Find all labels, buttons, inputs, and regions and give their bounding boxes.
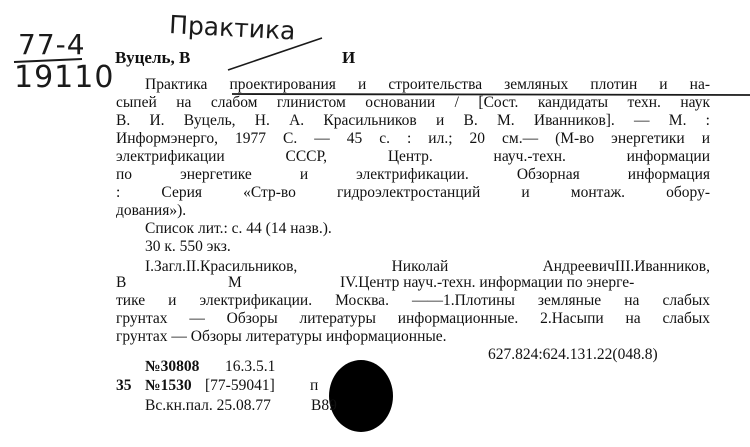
footer-code: 16.3.5.1 — [225, 358, 276, 375]
tracing-line-3: тике и электрификации. Москва. ——1.Плотины земляные на слабых — [116, 292, 710, 309]
footer-letter: п — [310, 377, 319, 394]
footer-bracket: [77-59041] — [205, 377, 275, 394]
author-heading: Вуцель, В — [115, 48, 191, 67]
footer-date: Вс.кн.пал. 25.08.77 — [145, 397, 271, 414]
udc-code: 627.824:624.131.22(048.8) — [488, 346, 658, 363]
footer-trailing: В89 — [311, 397, 337, 414]
body-line-7: : Серия «Стр-во гидроэлектростанций и монтаж. обору- — [116, 184, 710, 201]
body-line-4: Информэнерго, 1977 С. — 45 с. : ил.; 20 см.— (М-во энергетики и — [116, 130, 710, 147]
body-line-2: сыпей на слабом глинистом основании / [Сост. кандидаты техн. наук — [116, 94, 710, 111]
handwritten-note: Практика — [168, 10, 297, 46]
body-line-3: В. И. Вуцель, Н. А. Красильников и В. М. Иванников]. — М. : — [116, 112, 710, 129]
author-initial-gap: И — [342, 48, 356, 67]
tracing-line-1: I.Загл.II.Красильников, Николай АндреевичIII.Иванников, — [145, 258, 710, 275]
ink-blot — [329, 360, 393, 432]
footer-number: №30808 — [145, 358, 200, 375]
body-line-8: дования»). — [116, 202, 187, 219]
tracing-line-4: грунтах — Обзоры литературы информационные. 2.Насыпи на слабых — [116, 310, 710, 327]
footer-left-num: 35 — [116, 377, 132, 394]
tracing-line-2c: IV.Центр науч.-техн. информации по энерге- — [340, 274, 635, 291]
bibliography-note: Список лит.: с. 44 (14 назв.). — [145, 220, 332, 237]
body-line-6: по энергетике и электрификации. Обзорная информация — [116, 166, 710, 183]
tracing-line-2a: В — [116, 274, 127, 291]
handwritten-code-bottom: 19110 — [14, 60, 115, 95]
body-line-1: Практика проектирования и строительства земляных плотин и на- — [145, 76, 710, 93]
tracing-line-2b: М — [228, 274, 242, 291]
tracing-line-5: грунтах — Обзоры литературы информационные. — [116, 328, 447, 345]
footer-order: №1530 — [145, 377, 192, 394]
body-line-5: электрификации СССР, Центр. науч.-техн. информации — [116, 148, 710, 165]
price-note: 30 к. 550 экз. — [145, 238, 231, 255]
handwritten-code-top: 77-4 — [18, 28, 86, 61]
